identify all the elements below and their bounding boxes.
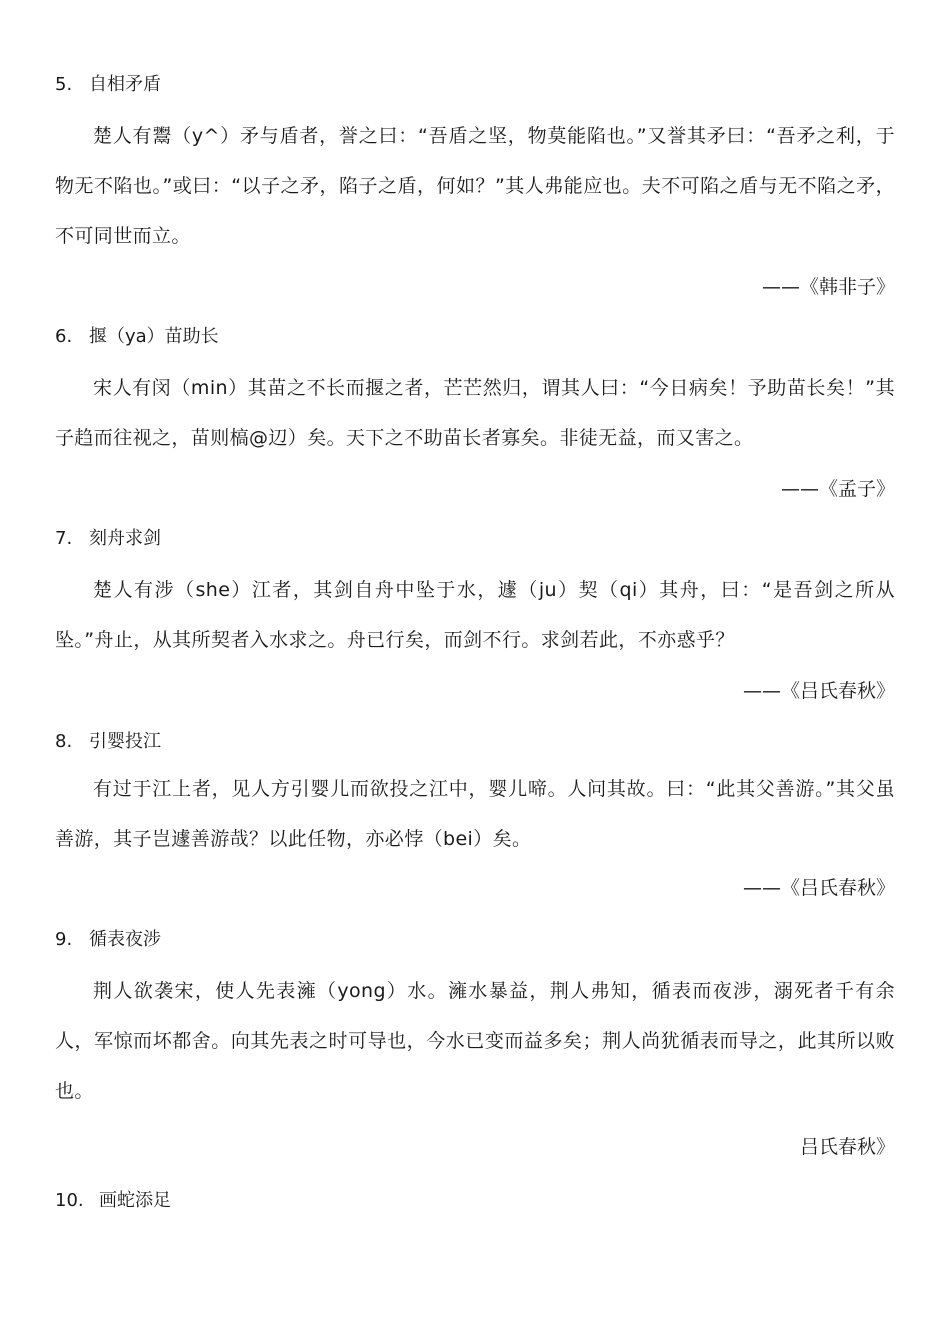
section-title: 自相矛盾 xyxy=(89,74,161,95)
section-5-source: ——《韩非子》 xyxy=(761,276,895,298)
section-title: 循表夜涉 xyxy=(89,929,161,950)
section-5-text: 楚人有鬻（y^）矛与盾者，誉之曰：“吾盾之坚，物莫能陷也。”又誉其矛曰：“吾矛之利，于物无不陷也。”或曰：“以子之矛，陷子之盾，何如？”其人弗能应也。夫不可陷之盾与无不陷之矛，不可同世而立。 xyxy=(55,125,895,247)
section-title: 画蛇添足 xyxy=(99,1190,171,1211)
section-10-heading xyxy=(55,1189,895,1213)
section-number: 6. xyxy=(55,326,73,347)
section-9-heading xyxy=(55,928,895,952)
section-6-heading xyxy=(55,325,895,349)
section-9-source: 吕氏春秋》 xyxy=(799,1136,895,1158)
section-6-text: 宋人有闵（min）其苗之不长而揠之者，芒芒然归，谓其人曰：“今日病矣！予助苗长矣！”其子趋而往视之，苗则槁@辺）矣。天下之不助苗长者寡矣。非徒无益，而又害之。 xyxy=(55,377,895,449)
section-5-heading xyxy=(55,73,895,97)
section-number: 10. xyxy=(55,1190,84,1211)
section-number: 8. xyxy=(55,731,73,752)
section-number: 9. xyxy=(55,929,73,950)
section-6-source: ——《孟子》 xyxy=(780,478,895,500)
section-8-source: ——《吕氏春秋》 xyxy=(742,877,895,899)
section-7-source: ——《吕氏春秋》 xyxy=(742,680,895,702)
section-8-heading xyxy=(55,730,895,754)
section-7-text: 楚人有涉（she）江者，其剑自舟中坠于水，遽（ju）契（qi）其舟，曰：“是吾剑之所从坠。”舟止，从其所契者入水求之。舟已行矣，而剑不行。求剑若此，不亦惑乎？ xyxy=(55,579,895,651)
section-7-heading xyxy=(55,527,895,551)
section-number: 7. xyxy=(55,528,73,549)
section-9-text: 荆人欲袭宋，使人先表澭（yong）水。澭水暴益，荆人弗知，循表而夜涉，溺死者千有余人，军惊而坏都舍。向其先表之时可导也，今水已变而益多矣；荆人尚犹循表而导之，此其所以败也。 xyxy=(55,980,895,1102)
section-title: 刻舟求剑 xyxy=(89,528,161,549)
section-8-text: 有过于江上者，见人方引婴儿而欲投之江中，婴儿啼。人问其故。曰：“此其父善游。”其父虽善游，其子岂遽善游哉？以此任物，亦必悖（bei）矣。 xyxy=(55,778,895,850)
section-title: 引婴投江 xyxy=(89,731,161,752)
section-number: 5. xyxy=(55,74,73,95)
section-title: 揠（ya）苗助长 xyxy=(89,326,219,347)
